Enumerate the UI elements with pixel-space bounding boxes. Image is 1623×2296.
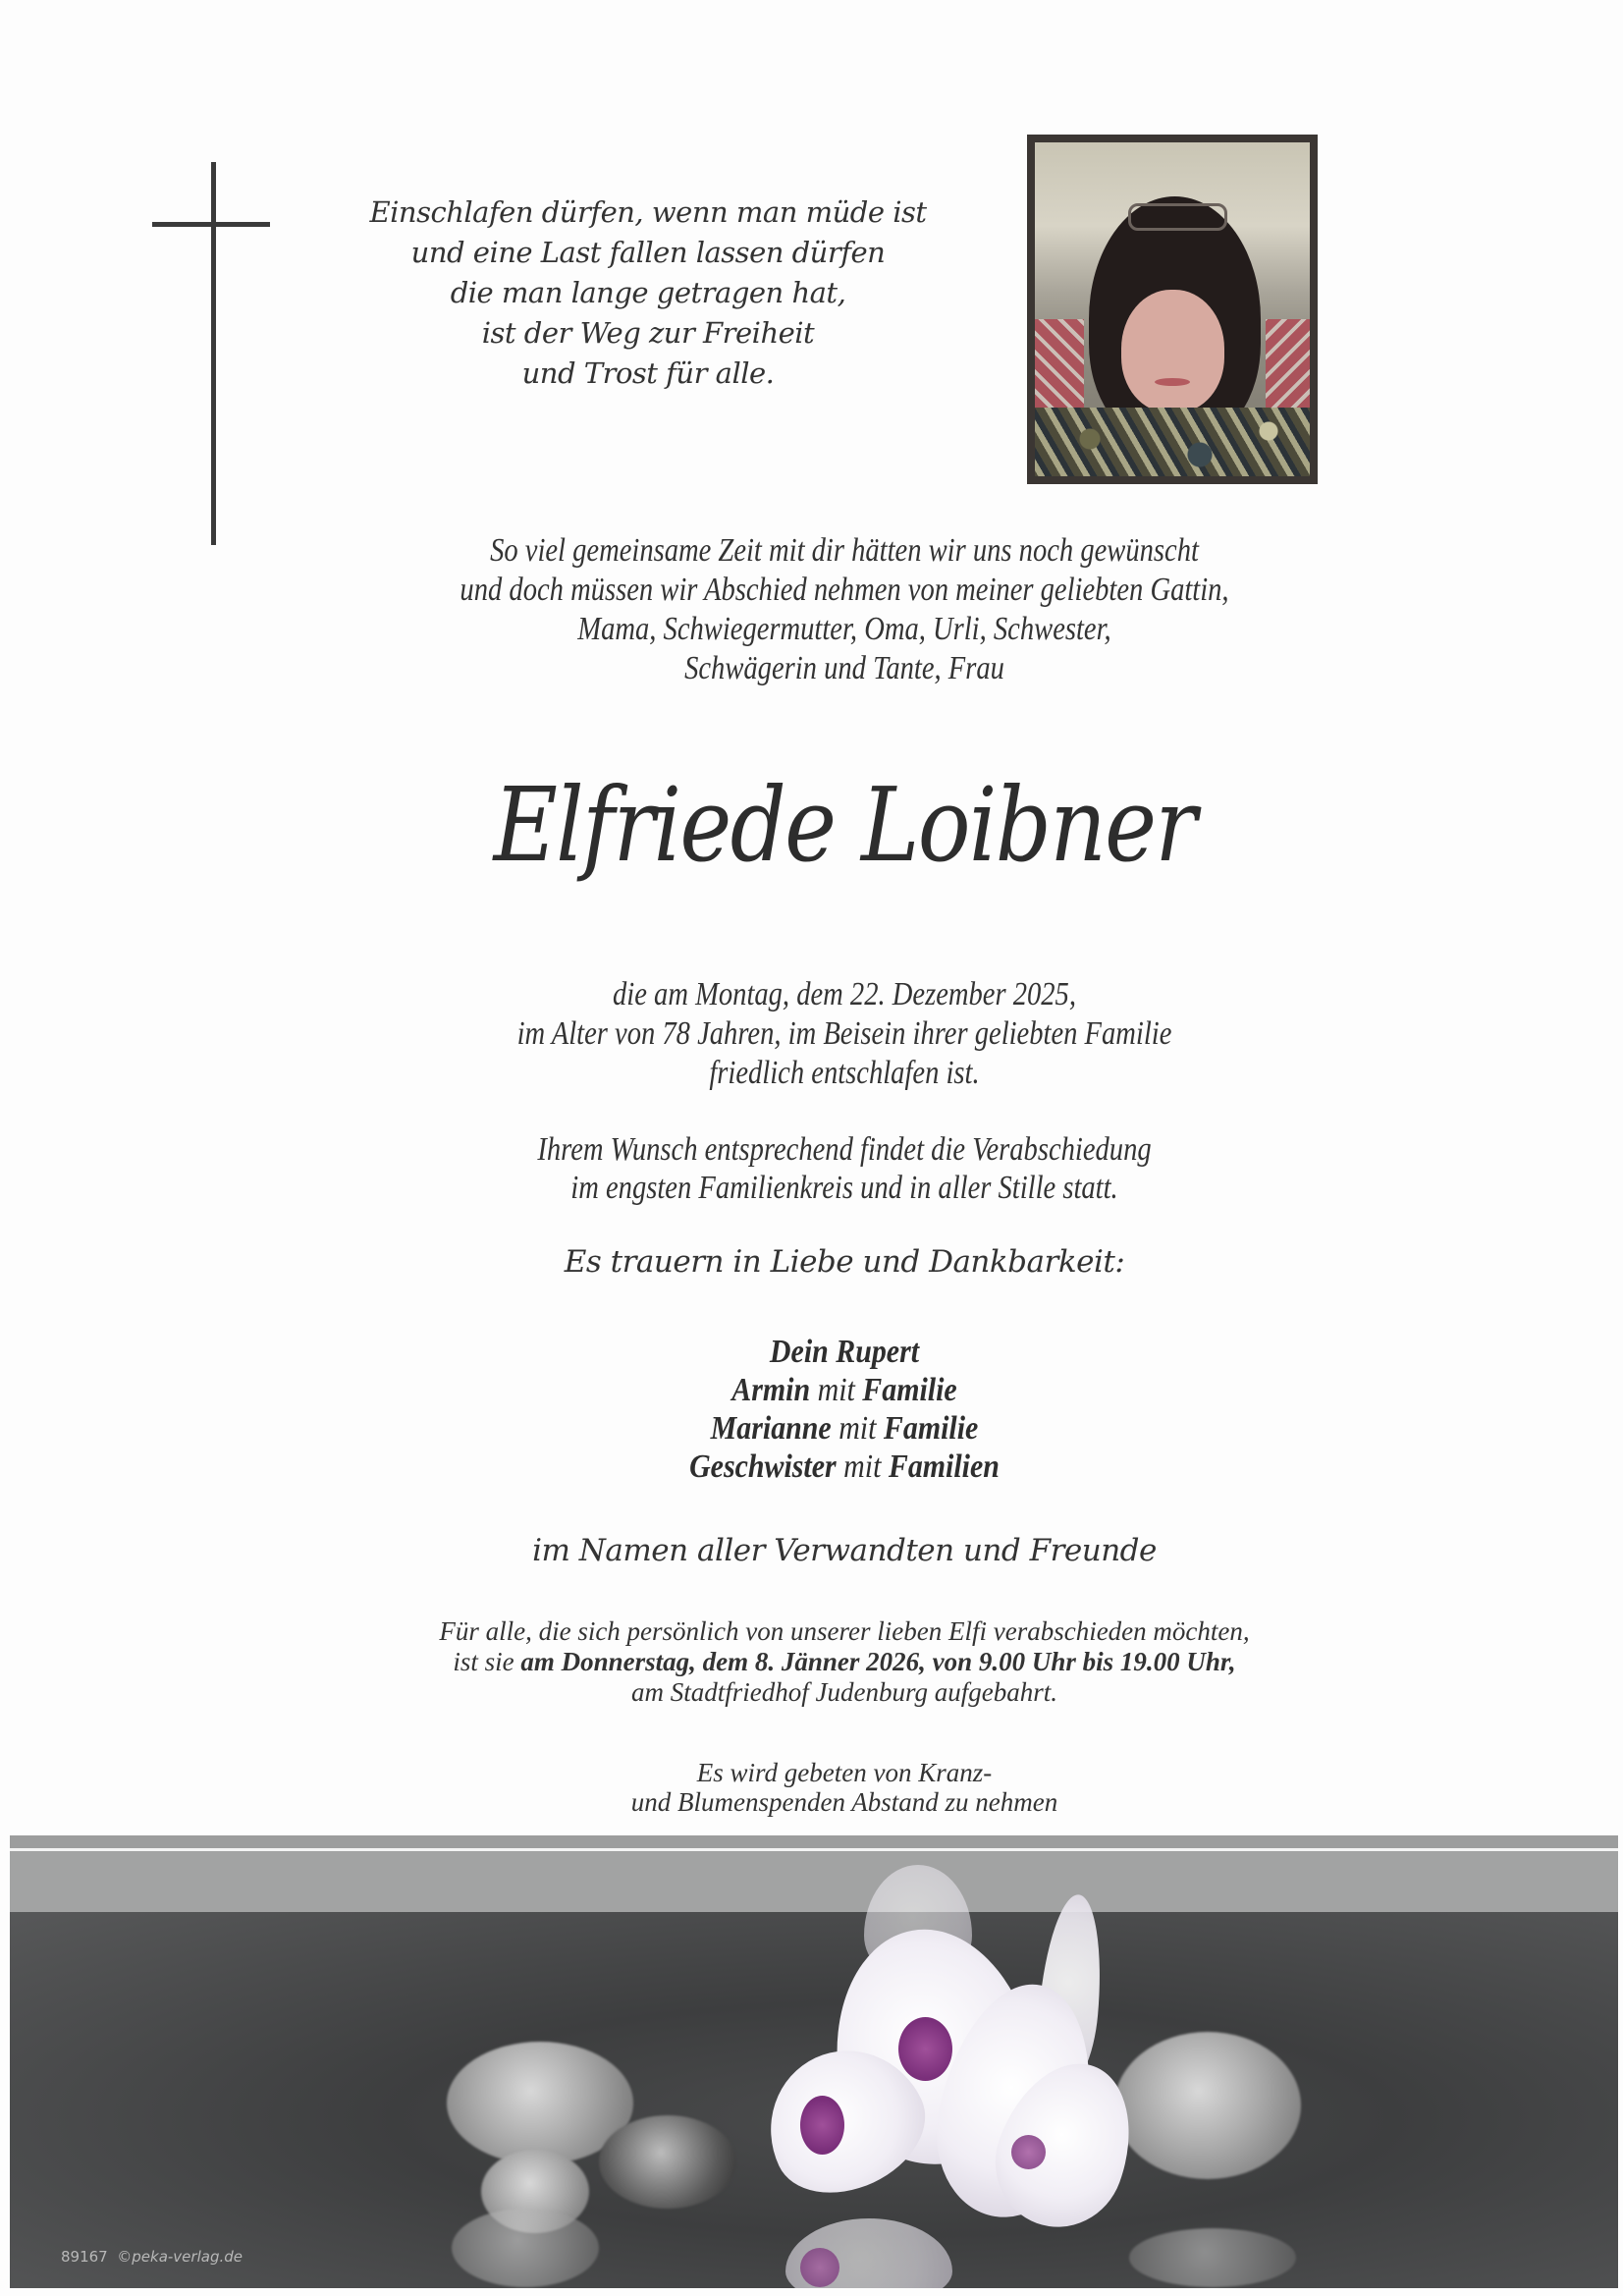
death-notice-line: friedlich entschlafen ist. xyxy=(709,1055,980,1091)
poem xyxy=(324,192,972,394)
stone-icon xyxy=(1114,2032,1301,2179)
wish-line: Ihrem Wunsch entsprechend findet die Verabschiedung xyxy=(537,1131,1152,1168)
banner-top-strip xyxy=(10,1835,1618,1848)
wish-line: im engsten Familienkreis und in aller Stille statt. xyxy=(570,1170,1118,1206)
farewell-wish xyxy=(300,1130,1389,1207)
orchid-lip xyxy=(898,2017,952,2081)
cross-vertical-bar xyxy=(211,162,216,545)
mourner-connector: mit xyxy=(810,1372,863,1408)
death-notice-line: die am Montag, dem 22. Dezember 2025, xyxy=(613,976,1076,1012)
mourner-suffix: Familie xyxy=(862,1372,957,1408)
mourner-name: Marianne xyxy=(710,1410,832,1447)
orchid-lip xyxy=(1011,2135,1046,2169)
template-code: 89167 xyxy=(61,2248,108,2266)
poem-line: Einschlafen dürfen, wenn man müde ist xyxy=(369,195,927,229)
intro-line: und doch müssen wir Abschied nehmen von meiner geliebten Gattin, xyxy=(460,572,1229,608)
death-notice-line: im Alter von 78 Jahren, im Beisein ihrer geliebten Familie xyxy=(516,1015,1172,1052)
cross-horizontal-bar xyxy=(152,222,270,227)
stone-icon xyxy=(599,2115,736,2209)
publisher-credit xyxy=(61,2248,243,2266)
viewing-date-time: am Donnerstag, dem 8. Jänner 2026, von 9.00 Uhr bis 19.00 Uhr, xyxy=(520,1647,1236,1676)
photo-blouse xyxy=(1035,408,1310,476)
mourners-heading: Es trauern in Liebe und Dankbarkeit: xyxy=(564,1244,1125,1280)
stone-reflection xyxy=(452,2209,599,2287)
intro-line: Mama, Schwiegermutter, Oma, Urli, Schwester, xyxy=(577,611,1111,647)
viewing-prefix: ist sie xyxy=(453,1647,521,1676)
photo-face xyxy=(1121,290,1224,412)
mourner-connector: mit xyxy=(836,1449,889,1485)
copyright-icon: © xyxy=(117,2248,133,2266)
mourner-connector: mit xyxy=(831,1410,884,1447)
mourner-name: Dein Rupert xyxy=(769,1334,920,1370)
flowers-line: und Blumenspenden Abstand zu nehmen xyxy=(630,1787,1058,1817)
intro-text xyxy=(300,531,1389,688)
relatives-line: im Namen aller Verwandten und Freunde xyxy=(532,1533,1157,1568)
mourner-name: Geschwister xyxy=(689,1449,837,1485)
intro-line: So viel gemeinsame Zeit mit dir hätten wir uns noch gewünscht xyxy=(490,532,1199,569)
publisher-name: peka-verlag.de xyxy=(132,2248,243,2266)
mourner-entry xyxy=(274,1409,1415,1448)
mourner-entry xyxy=(274,1333,1415,1371)
flowers-request xyxy=(196,1758,1492,1817)
viewing-line: Für alle, die sich persönlich von unserer lieben Elfi verabschieden möchten, xyxy=(439,1616,1250,1646)
orchid-stones-banner xyxy=(10,1835,1618,2288)
flowers-line: Es wird gebeten von Kranz- xyxy=(696,1758,993,1787)
viewing-info xyxy=(196,1616,1492,1708)
deceased-name: Elfriede Loibner xyxy=(493,765,1196,885)
mourner-suffix: Familien xyxy=(888,1449,1000,1485)
mourner-name: Armin xyxy=(731,1372,811,1408)
banner-gray-band xyxy=(10,1851,1618,1912)
poem-line: und Trost für alle. xyxy=(521,356,775,390)
orchid-lip xyxy=(800,2096,844,2155)
poem-line: die man lange getragen hat, xyxy=(450,276,846,309)
portrait-photo xyxy=(1027,135,1318,484)
mourner-suffix: Familie xyxy=(883,1410,979,1447)
stone-reflection xyxy=(1129,2228,1296,2287)
death-notice xyxy=(300,975,1389,1093)
viewing-line xyxy=(196,1647,1492,1677)
intro-line: Schwägerin und Tante, Frau xyxy=(684,650,1004,686)
photo-lips xyxy=(1155,378,1190,386)
orchid-lip xyxy=(800,2248,839,2287)
mourners-list xyxy=(274,1333,1415,1486)
portrait-image xyxy=(1035,142,1310,476)
photo-sunglasses xyxy=(1128,203,1227,231)
viewing-line: am Stadtfriedhof Judenburg aufgebahrt. xyxy=(631,1677,1057,1707)
poem-line: und eine Last fallen lassen dürfen xyxy=(410,236,886,269)
mourner-entry xyxy=(274,1371,1415,1409)
poem-line: ist der Weg zur Freiheit xyxy=(481,316,815,350)
mourner-entry xyxy=(274,1448,1415,1486)
